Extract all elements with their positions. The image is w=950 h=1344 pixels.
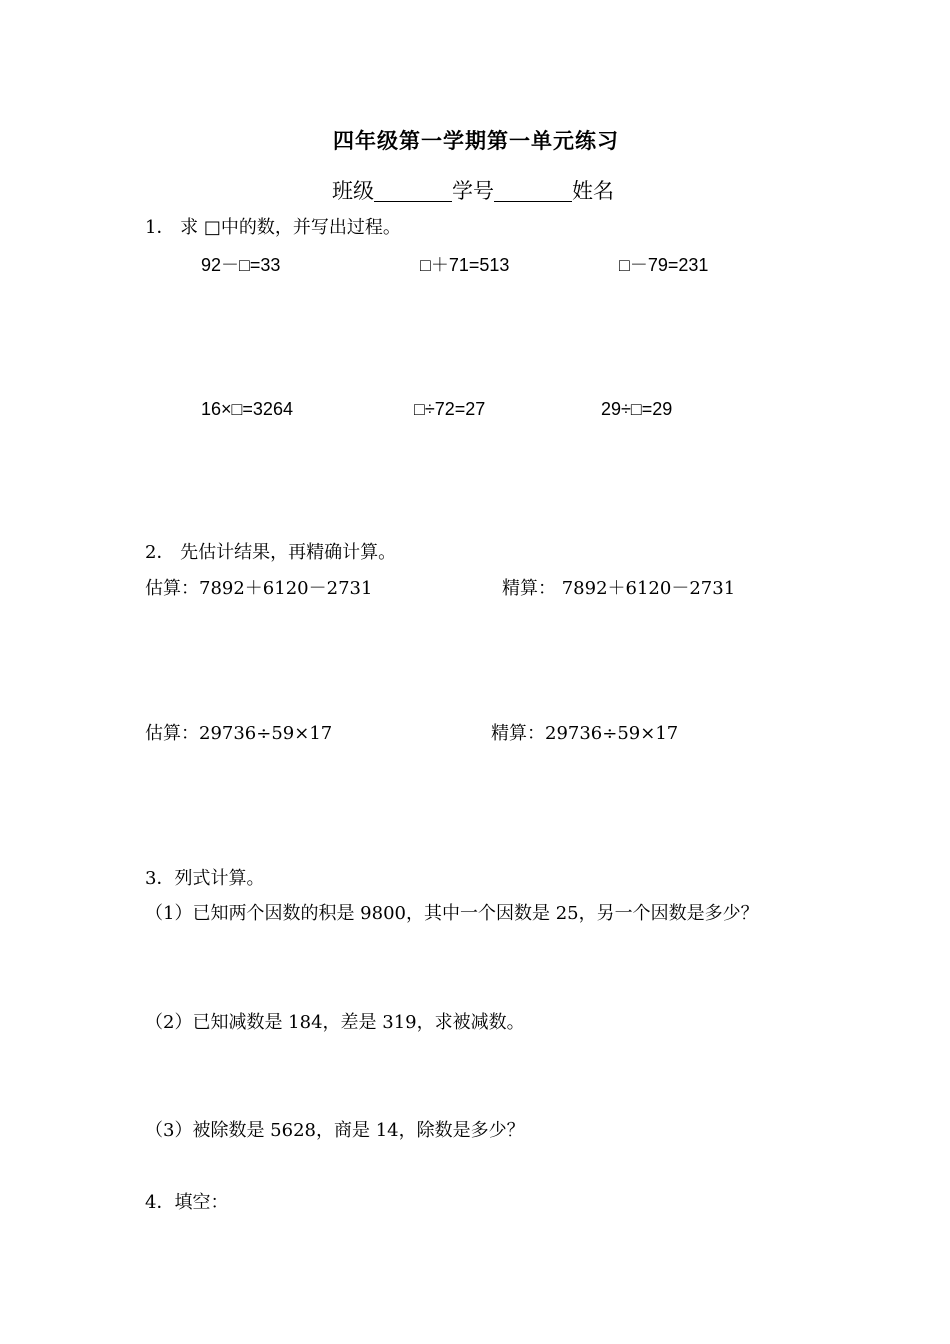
q2-exact-2: 精算：29736÷59×17 [491, 723, 679, 744]
q1-equation: □－79=231 [619, 255, 709, 275]
student-info-line [332, 180, 614, 202]
q1-equation: □÷72=27 [414, 399, 486, 419]
q2-heading: 2． 先估计结果，再精确计算。 [145, 542, 397, 563]
q3-problem-3: （3）被除数是 5628，商是 14，除数是多少？ [145, 1120, 525, 1141]
class-blank [374, 181, 452, 202]
number-label: 学号 [452, 179, 494, 203]
page-title: 四年级第一学期第一单元练习 [333, 128, 619, 153]
q1-equation: 29÷□=29 [601, 399, 673, 419]
q1-equation: □＋71=513 [420, 255, 510, 275]
q1-heading: 1． 求 □中的数，并写出过程。 [145, 217, 401, 238]
class-label: 班级 [332, 179, 374, 203]
q3-problem-1: （1）已知两个因数的积是 9800，其中一个因数是 25，另一个因数是多少？ [145, 903, 759, 924]
q2-estimate-2: 估算：29736÷59×17 [145, 723, 333, 744]
q2-estimate-1: 估算：7892＋6120－2731 [145, 578, 373, 599]
q3-problem-2: （2）已知减数是 184，差是 319，求被减数。 [145, 1012, 525, 1033]
name-label: 姓名 [572, 179, 614, 203]
q2-exact-1: 精算： 7892＋6120－2731 [502, 578, 736, 599]
number-blank [494, 181, 572, 202]
q1-equation: 92－□=33 [201, 255, 281, 275]
q4-heading: 4．填空： [145, 1192, 229, 1213]
q1-equation: 16×□=3264 [201, 399, 293, 419]
q3-heading: 3．列式计算。 [145, 868, 265, 889]
